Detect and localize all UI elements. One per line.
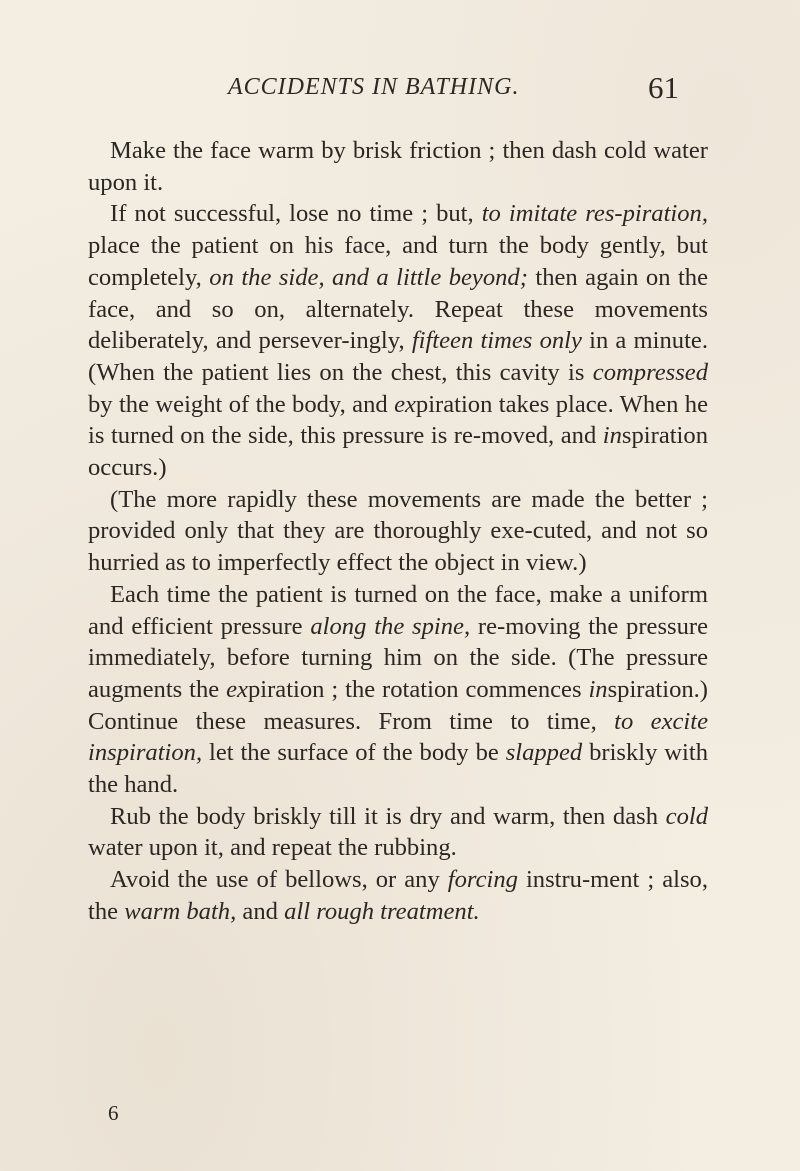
paragraph-4: [88, 579, 708, 801]
p2-text-e: then again on the face, and so on, alternately. Repeat these movements deliberately, and persever-ingly,: [88, 263, 708, 355]
p5-italic-b: cold: [665, 802, 708, 830]
p4-italic-f: in: [588, 675, 608, 703]
p2-italic-l: in: [602, 422, 622, 450]
p4-text-g: spiration.) Continue these measures. From time to time,: [88, 675, 708, 735]
p2-text-k: piration takes place. When he is turned on the side, this pressure is re-moved, and: [88, 390, 708, 450]
p4-italic-j: slapped: [505, 739, 583, 767]
p2-italic-f: fifteen times only: [411, 327, 582, 355]
p6-text-a: Avoid the use of bellows, or any: [110, 866, 448, 894]
p4-text-e: piration ; the rotation commences: [247, 675, 589, 703]
p2-text-m: spiration occurs.): [88, 422, 708, 482]
p2-text-a: If not successful, lose no time ; but,: [110, 200, 482, 228]
p4-text-c: re-moving the pressure immediately, before turning him on the side. (The pressure augments the: [88, 612, 708, 703]
p5-text-c: water upon it, and repeat the rubbing.: [88, 834, 457, 862]
signature-mark: 6: [108, 1101, 119, 1125]
p6-text-c: instru-ment ; also, the: [88, 866, 708, 925]
p4-italic-d: ex: [226, 675, 248, 703]
p2-text-c: place the patient on his face, and turn the body gently, but completely,: [88, 232, 708, 291]
p2-text-g: in a minute. (When the patient lies on the chest, this cavity is: [88, 327, 708, 386]
p6-italic-b: forcing: [447, 866, 518, 894]
p2-italic-j: ex: [394, 390, 416, 418]
p5-text-a: Rub the body briskly till it is dry and warm, then dash: [110, 802, 666, 830]
p3-text: (The more rapidly these movements are made the better ; provided only that they are thoroughly exe-cuted, and not so hurried as to imperfectly effect the object in view.): [88, 485, 708, 577]
paragraph-3: [88, 484, 708, 579]
p2-italic-b: to imitate res-piration,: [481, 200, 708, 228]
p2-italic-d: on the side, and a little beyond;: [209, 263, 528, 291]
running-title: ACCIDENTS IN BATHING.: [228, 74, 520, 100]
p4-text-k: briskly with the hand.: [88, 739, 708, 799]
p6-italic-f: all rough treatment.: [284, 897, 480, 925]
p1-text: Make the face warm by brisk friction ; then dash cold water upon it.: [88, 137, 708, 196]
paragraph-2: [88, 198, 708, 483]
p4-text-a: Each time the patient is turned on the face, make a uniform and efficient pressure: [88, 580, 708, 640]
p2-italic-h: compressed: [592, 358, 708, 386]
p4-text-i: let the surface of the body be: [202, 739, 506, 767]
paragraph-1: [88, 135, 708, 198]
p6-italic-d: warm bath,: [124, 897, 237, 925]
p4-italic-h: to excite inspiration,: [88, 707, 708, 767]
body-text: [88, 135, 708, 928]
p6-text-e: and: [236, 897, 285, 925]
paragraph-6: [88, 864, 708, 927]
page-number: 61: [648, 70, 679, 105]
p4-italic-b: along the spine,: [310, 612, 471, 640]
paragraph-5: [88, 801, 708, 864]
p2-text-i: by the weight of the body, and: [88, 390, 395, 418]
